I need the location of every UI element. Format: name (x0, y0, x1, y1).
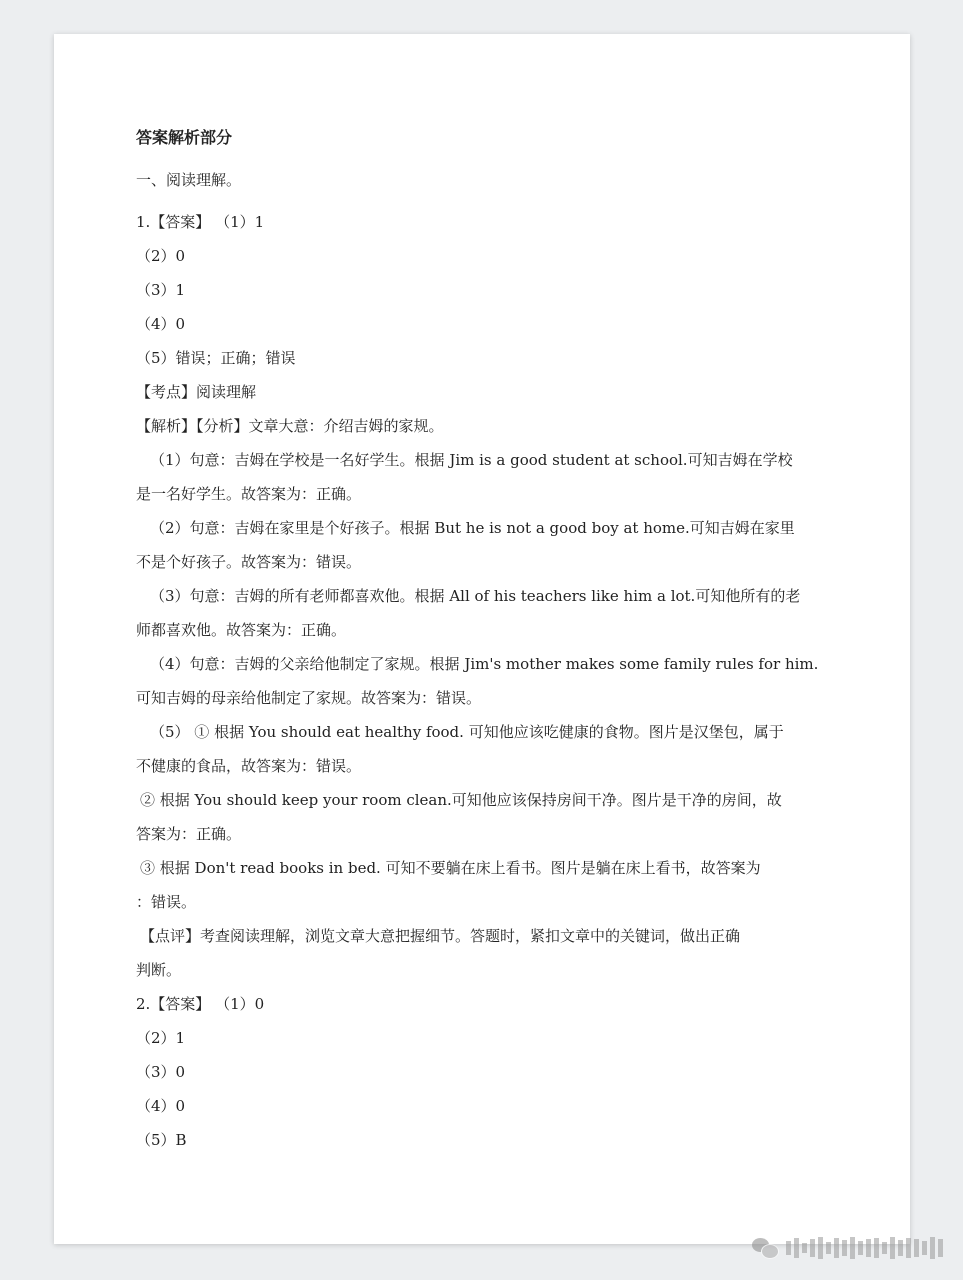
text-line: （4）句意：吉姆的父亲给他制定了家规。根据 Jim's mother makes some family rules for him. (150, 655, 819, 673)
watermark-text-blur (786, 1236, 943, 1260)
document-title: 答案解析部分 (136, 128, 233, 147)
text-line: （2）句意：吉姆在家里是个好孩子。根据 But he is not a good boy at home.可知吉姆在家里 (150, 519, 795, 537)
text-line: （2）1 (136, 1029, 186, 1047)
text-line: 师都喜欢他。故答案为：正确。 (136, 621, 347, 639)
text-line: （3）0 (136, 1063, 186, 1081)
text-line: 【考点】阅读理解 (136, 383, 257, 401)
text-line: ② 根据 You should keep your room clean.可知他应该保持房间干净。图片是干净的房间，故 (140, 791, 782, 809)
text-line: （3）句意：吉姆的所有老师都喜欢他。根据 All of his teachers like him a lot.可知他所有的老 (150, 587, 801, 605)
text-line: ：错误。 (136, 893, 197, 911)
text-line: 【点评】考查阅读理解，浏览文章大意把握细节。答题时，紧扣文章中的关键词，做出正确 (140, 927, 741, 945)
section-heading: 一、阅读理解。 (136, 171, 242, 189)
text-line: 2.【答案】 （1）0 (136, 995, 265, 1013)
text-line: （2）0 (136, 247, 186, 265)
text-line: 是一名好学生。故答案为：正确。 (136, 485, 362, 503)
text-line: 不健康的食品，故答案为：错误。 (136, 757, 362, 775)
text-line: ③ 根据 Don't read books in bed. 可知不要躺在床上看书。图片是躺在床上看书，故答案为 (140, 859, 761, 877)
text-line: 【解析】【分析】文章大意：介绍吉姆的家规。 (136, 417, 444, 435)
text-line: （5）错误；正确；错误 (136, 349, 296, 367)
watermark (752, 1236, 943, 1260)
text-line: （4）0 (136, 1097, 186, 1115)
wechat-icon (752, 1238, 778, 1258)
document-content (136, 121, 836, 1157)
text-line: 判断。 (136, 961, 182, 979)
text-line: 答案为：正确。 (136, 825, 242, 843)
text-line: （3）1 (136, 281, 186, 299)
text-line: （1）句意：吉姆在学校是一名好学生。根据 Jim is a good student at school.可知吉姆在学校 (150, 451, 793, 469)
text-line: （5）B (136, 1131, 187, 1149)
text-line: 1.【答案】 （1）1 (136, 213, 265, 231)
text-line: （5） ① 根据 You should eat healthy food. 可知他应该吃健康的食物。图片是汉堡包，属于 (150, 723, 784, 741)
document-page (54, 34, 910, 1244)
text-line: （4）0 (136, 315, 186, 333)
text-line: 不是个好孩子。故答案为：错误。 (136, 553, 362, 571)
text-line: 可知吉姆的母亲给他制定了家规。故答案为：错误。 (136, 689, 482, 707)
